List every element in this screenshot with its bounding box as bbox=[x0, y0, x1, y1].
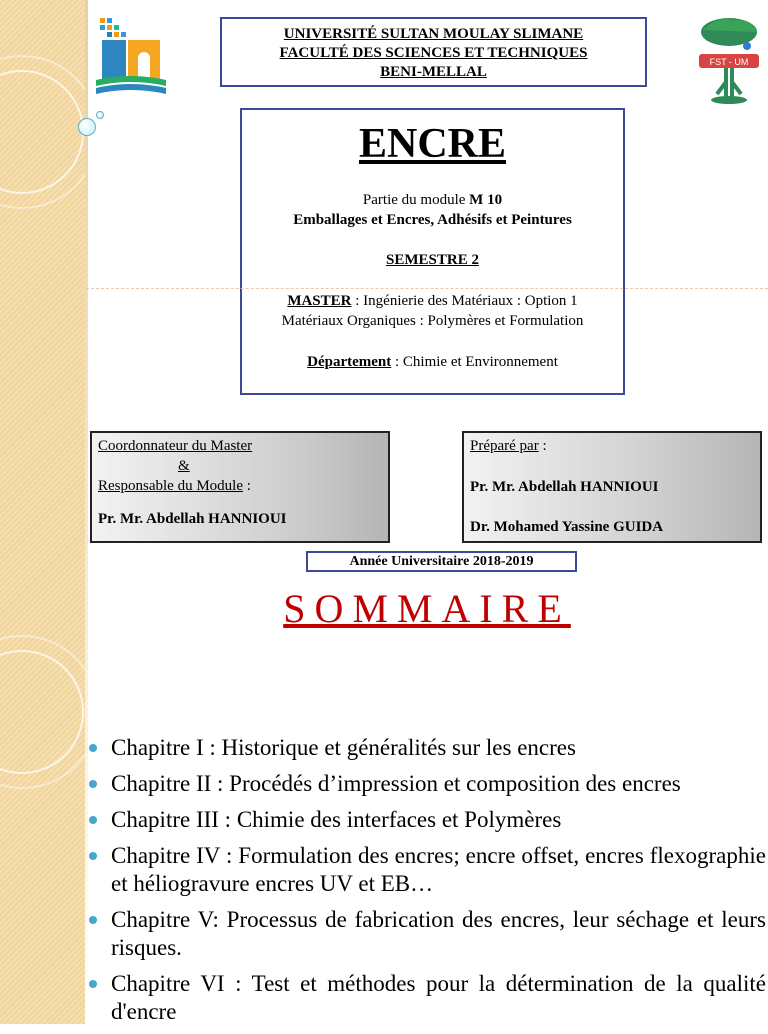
list-item: Chapitre VI : Test et méthodes pour la détermination de la qualité d'encre bbox=[86, 970, 766, 1026]
prepared-by-label: Préparé par bbox=[470, 438, 539, 454]
faculty-name: FACULTÉ DES SCIENCES ET TECHNIQUES bbox=[279, 45, 588, 61]
summary-heading bbox=[86, 582, 768, 636]
prepared-by-colon: : bbox=[538, 438, 547, 454]
coordinator-title: Coordonnateur du Master bbox=[98, 438, 253, 454]
faculty-logo bbox=[693, 12, 765, 108]
module-responsible-colon: : bbox=[242, 478, 251, 494]
semester-label: SEMESTRE 2 bbox=[386, 252, 479, 268]
prepared-by-line bbox=[470, 436, 754, 456]
list-item: Chapitre I : Historique et généralités sur les encres bbox=[86, 734, 766, 762]
module-prefix: Partie du module bbox=[362, 192, 470, 208]
decorative-bubble bbox=[78, 118, 96, 136]
chapter-list bbox=[86, 734, 766, 1034]
academic-year: Année Universitaire 2018-2019 bbox=[306, 551, 577, 572]
course-title: ENCRE bbox=[358, 121, 507, 167]
list-item: Chapitre II : Procédés d’impression et composition des encres bbox=[86, 770, 766, 798]
module-line bbox=[242, 190, 623, 210]
faculty-logo-caption: FST - UM bbox=[709, 57, 749, 67]
list-item: Chapitre V: Processus de fabrication des encres, leur séchage et leurs risques. bbox=[86, 906, 766, 962]
coordinator-box bbox=[90, 431, 390, 543]
list-item: Chapitre IV : Formulation des encres; encre offset, encres flexographie et héliogravure encres UV et EB… bbox=[86, 842, 766, 898]
decorative-side-band bbox=[0, 0, 86, 1024]
city-name: BENI-MELLAL bbox=[380, 64, 487, 80]
course-title-box bbox=[240, 108, 625, 395]
master-speciality: Matériaux Organiques : Polymères et Formulation bbox=[281, 313, 584, 329]
master-line bbox=[242, 291, 623, 311]
author-name: Dr. Mohamed Yassine GUIDA bbox=[470, 519, 664, 535]
university-name: UNIVERSITÉ SULTAN MOULAY SLIMANE bbox=[283, 26, 584, 42]
module-name: Emballages et Encres, Adhésifs et Peintures bbox=[293, 212, 572, 228]
author-name: Pr. Mr. Abdellah HANNIOUI bbox=[470, 479, 659, 495]
department-line bbox=[242, 352, 623, 372]
university-logo bbox=[94, 14, 168, 104]
module-code: M 10 bbox=[469, 192, 503, 208]
coordinator-name: Pr. Mr. Abdellah HANNIOUI bbox=[98, 511, 287, 527]
divider-line bbox=[86, 288, 768, 289]
decorative-bubble bbox=[96, 111, 104, 119]
master-option: : Ingénierie des Matériaux : Option 1 bbox=[351, 293, 578, 309]
department-label: Département bbox=[307, 354, 392, 370]
decorative-ring bbox=[0, 635, 99, 789]
module-responsible-line bbox=[98, 476, 382, 496]
list-item: Chapitre III : Chimie des interfaces et Polymères bbox=[86, 806, 766, 834]
university-header bbox=[220, 17, 647, 87]
department-name: : Chimie et Environnement bbox=[391, 354, 558, 370]
prepared-by-box bbox=[462, 431, 762, 543]
module-responsible-title: Responsable du Module bbox=[98, 478, 243, 494]
summary-heading-text: SOMMAIRE bbox=[283, 586, 571, 631]
master-label: MASTER bbox=[287, 293, 352, 309]
coordinator-ampersand: & bbox=[178, 458, 190, 474]
